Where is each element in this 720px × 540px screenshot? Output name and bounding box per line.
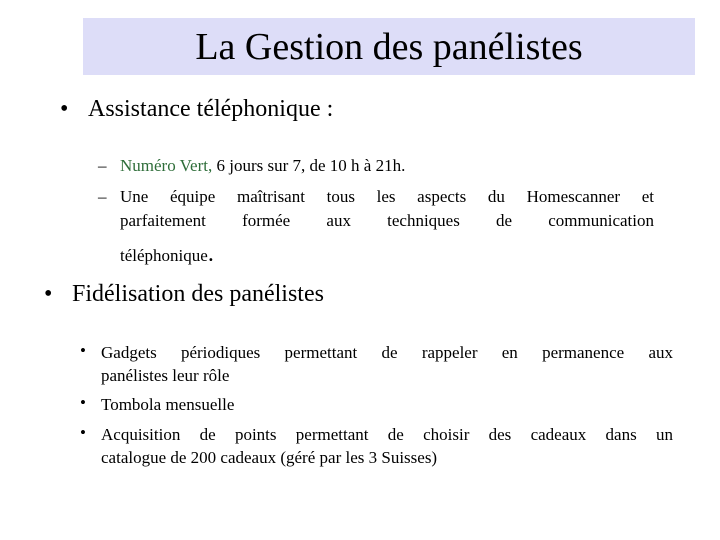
section2-item2-line1: Tombola mensuelle xyxy=(101,395,235,414)
section1-item2-line2: parfaitement formée aux techniques de communication xyxy=(120,211,654,230)
numero-vert-highlight: Numéro Vert, xyxy=(120,156,213,175)
section2-item1-line1: Gadgets périodiques permettant de rappeler en permanence aux xyxy=(101,343,673,362)
section2-item1-line2: panélistes leur rôle xyxy=(101,366,230,385)
section1-heading: Assistance téléphonique : xyxy=(88,96,334,122)
section1-item1-text: 6 jours sur 7, de 10 h à 21h. xyxy=(212,156,406,175)
section2-item3-line1: Acquisition de points permettant de choisir des cadeaux dans un xyxy=(101,425,673,444)
section1-bullet: • xyxy=(60,96,69,122)
section2-bullet: • xyxy=(44,281,53,307)
section1-item2-dash: – xyxy=(98,187,107,206)
section2-heading: Fidélisation des panélistes xyxy=(72,281,324,307)
section1-item2-line3-end: . xyxy=(207,241,214,267)
section1-item2-line1: Une équipe maîtrisant tous les aspects du Homescanner et xyxy=(120,187,654,206)
section1-item2-line3 xyxy=(120,242,214,268)
section2-item2-bullet: • xyxy=(80,393,86,412)
section2-item3-line2: catalogue de 200 cadeaux (géré par les 3 Suisses) xyxy=(101,448,438,467)
section1-item1-dash: – xyxy=(98,156,107,175)
slide-title: La Gestion des panélistes xyxy=(83,18,695,75)
section2-item1-bullet: • xyxy=(80,341,86,360)
section1-item1 xyxy=(120,154,405,178)
section1-item2-line3-text: téléphonique xyxy=(120,246,208,265)
section2-item3-bullet: • xyxy=(80,423,86,442)
